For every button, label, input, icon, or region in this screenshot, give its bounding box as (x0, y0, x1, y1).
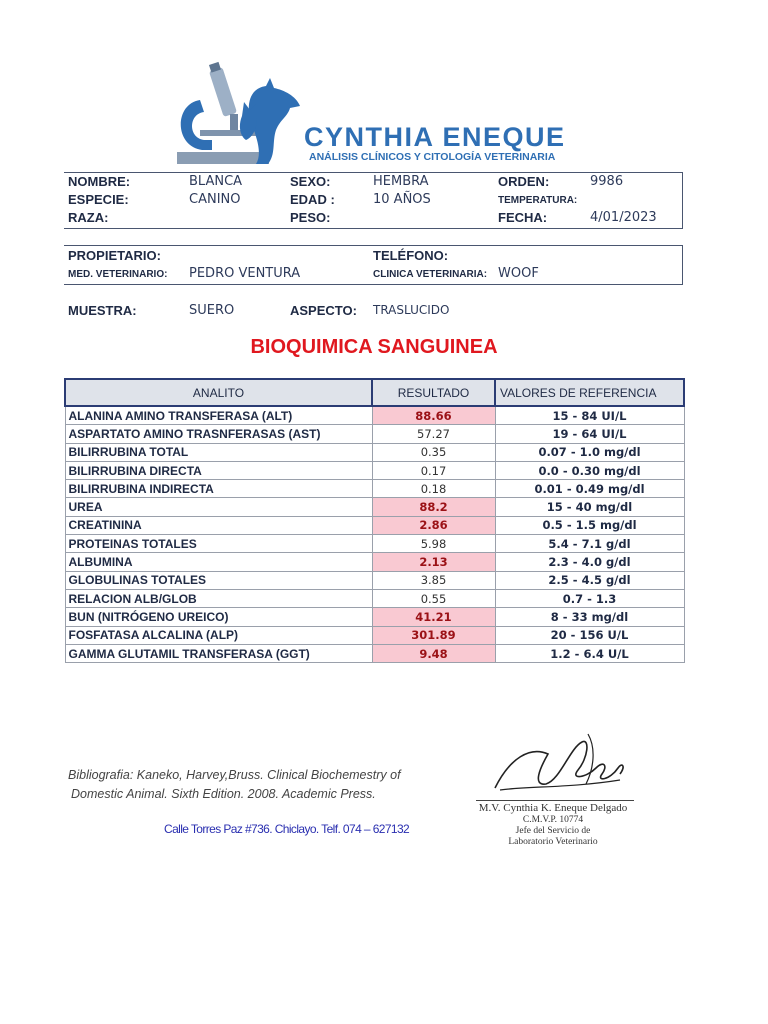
analito-cell: BILIRRUBINA TOTAL (65, 443, 372, 461)
edad-label: EDAD : (290, 192, 335, 207)
especie-value: CANINO (189, 192, 241, 207)
fecha-label: FECHA: (498, 210, 548, 225)
resultado-cell: 9.48 (372, 644, 495, 662)
signer-name: M.V. Cynthia K. Eneque Delgado (478, 802, 628, 814)
orden-label: ORDEN: (498, 174, 550, 189)
brand-title: CYNTHIA ENEQUE (304, 122, 566, 152)
analito-cell: BILIRRUBINA INDIRECTA (65, 480, 372, 498)
signer-role-line-1: Jefe del Servicio de (515, 826, 591, 836)
clinica-label: CLINICA VETERINARIA: (373, 269, 488, 280)
table-row (65, 589, 684, 607)
edad-value: 10 AÑOS (373, 192, 431, 207)
patient-info-box (64, 172, 683, 229)
resultado-cell: 0.17 (372, 461, 495, 479)
resultado-cell: 88.2 (372, 498, 495, 516)
fecha-value: 4/01/2023 (590, 210, 657, 225)
muestra-value: SUERO (189, 303, 235, 318)
analito-cell: GLOBULINAS TOTALES (65, 571, 372, 589)
table-row (65, 553, 684, 571)
referencia-cell: 5.4 - 7.1 g/dl (495, 535, 684, 553)
table-row (65, 535, 684, 553)
analito-cell: ALBUMINA (65, 553, 372, 571)
address: Calle Torres Paz #736. Chiclayo. Telf. 074 – 627132 (164, 822, 410, 836)
owner-info-box (64, 245, 683, 285)
table-row (65, 498, 684, 516)
referencia-cell: 0.7 - 1.3 (495, 589, 684, 607)
bibliography-line-2: Domestic Animal. Sixth Edition. 2008. Academic Press. (71, 787, 376, 801)
analito-cell: PROTEINAS TOTALES (65, 535, 372, 553)
bibliography (68, 766, 448, 804)
table-row (65, 461, 684, 479)
bibliography-line-1: Bibliografia: Kaneko, Harvey,Bruss. Clinical Biochemestry of (68, 768, 401, 782)
referencia-cell: 0.5 - 1.5 mg/dl (495, 516, 684, 534)
aspecto-value: TRASLUCIDO (373, 303, 450, 317)
nombre-label: NOMBRE: (68, 174, 131, 189)
resultado-cell: 2.13 (372, 553, 495, 571)
signature-flourish (586, 734, 593, 784)
resultado-cell: 2.86 (372, 516, 495, 534)
resultado-cell: 88.66 (372, 406, 495, 425)
table-row (65, 516, 684, 534)
sexo-value: HEMBRA (373, 174, 429, 189)
peso-label: PESO: (290, 210, 331, 225)
propietario-label: PROPIETARIO: (68, 248, 161, 263)
analito-cell: FOSFATASA ALCALINA (ALP) (65, 626, 372, 644)
referencia-cell: 0.0 - 0.30 mg/dl (495, 461, 684, 479)
signature-stroke (495, 741, 623, 788)
resultado-cell: 3.85 (372, 571, 495, 589)
referencia-cell: 2.3 - 4.0 g/dl (495, 553, 684, 571)
resultado-cell: 57.27 (372, 425, 495, 443)
table-row (65, 608, 684, 626)
logo-dog-silhouette (249, 78, 300, 164)
orden-value: 9986 (590, 174, 624, 189)
analito-cell: BUN (NITRÓGENO UREICO) (65, 608, 372, 626)
telefono-label: TELÉFONO: (373, 248, 449, 263)
table-header-row (65, 379, 684, 406)
signer-role-line-2: Laboratorio Veterinario (508, 837, 598, 847)
nombre-value: BLANCA (189, 174, 243, 189)
resultado-cell: 0.35 (372, 443, 495, 461)
sexo-label: SEXO: (290, 174, 331, 189)
resultado-cell: 41.21 (372, 608, 495, 626)
clinica-value: WOOF (498, 266, 539, 281)
analito-cell: BILIRRUBINA DIRECTA (65, 461, 372, 479)
header-analito: ANALITO (65, 379, 372, 406)
analito-cell: CREATININA (65, 516, 372, 534)
analito-cell: ASPARTATO AMINO TRASNFERASAS (AST) (65, 425, 372, 443)
analito-cell: GAMMA GLUTAMIL TRANSFERASA (GGT) (65, 644, 372, 662)
brand-subtitle: ANÁLISIS CLÍNICOS Y CITOLOGÍA VETERINARIA (309, 151, 556, 163)
logo-tube (209, 67, 237, 117)
section-title: BIOQUIMICA SANGUINEA (250, 336, 498, 358)
signature-image (470, 728, 640, 803)
resultado-cell: 0.55 (372, 589, 495, 607)
header-resultado: RESULTADO (372, 379, 495, 406)
table-row (65, 406, 684, 425)
med-vet-value: PEDRO VENTURA (189, 266, 301, 281)
table-row (65, 626, 684, 644)
table-row (65, 480, 684, 498)
results-body (65, 406, 684, 663)
logo-base (177, 152, 269, 164)
referencia-cell: 0.01 - 0.49 mg/dl (495, 480, 684, 498)
analito-cell: UREA (65, 498, 372, 516)
signer-license: C.M.V.P. 10774 (522, 815, 584, 825)
temperatura-label: TEMPERATURA: (498, 195, 578, 206)
resultado-cell: 0.18 (372, 480, 495, 498)
table-row (65, 644, 684, 662)
referencia-cell: 8 - 33 mg/dl (495, 608, 684, 626)
aspecto-label: ASPECTO: (290, 303, 357, 318)
referencia-cell: 20 - 156 U/L (495, 626, 684, 644)
table-row (65, 443, 684, 461)
logo-arm (181, 100, 212, 150)
resultado-cell: 5.98 (372, 535, 495, 553)
table-row (65, 571, 684, 589)
signature-line (476, 800, 634, 801)
header-referencia: VALORES DE REFERENCIA (495, 379, 684, 406)
results-table (64, 378, 685, 663)
muestra-label: MUESTRA: (68, 303, 137, 318)
raza-label: RAZA: (68, 210, 109, 225)
signature-underline (500, 780, 620, 790)
resultado-cell: 301.89 (372, 626, 495, 644)
referencia-cell: 15 - 40 mg/dl (495, 498, 684, 516)
table-row (65, 425, 684, 443)
referencia-cell: 0.07 - 1.0 mg/dl (495, 443, 684, 461)
referencia-cell: 19 - 64 UI/L (495, 425, 684, 443)
especie-label: ESPECIE: (68, 192, 129, 207)
analito-cell: ALANINA AMINO TRANSFERASA (ALT) (65, 406, 372, 425)
referencia-cell: 1.2 - 6.4 U/L (495, 644, 684, 662)
referencia-cell: 2.5 - 4.5 g/dl (495, 571, 684, 589)
med-vet-label: MED. VETERINARIO: (68, 269, 168, 280)
analito-cell: RELACION ALB/GLOB (65, 589, 372, 607)
logo-microscope-icon (172, 60, 302, 170)
referencia-cell: 15 - 84 UI/L (495, 406, 684, 425)
logo-objective (230, 114, 238, 130)
